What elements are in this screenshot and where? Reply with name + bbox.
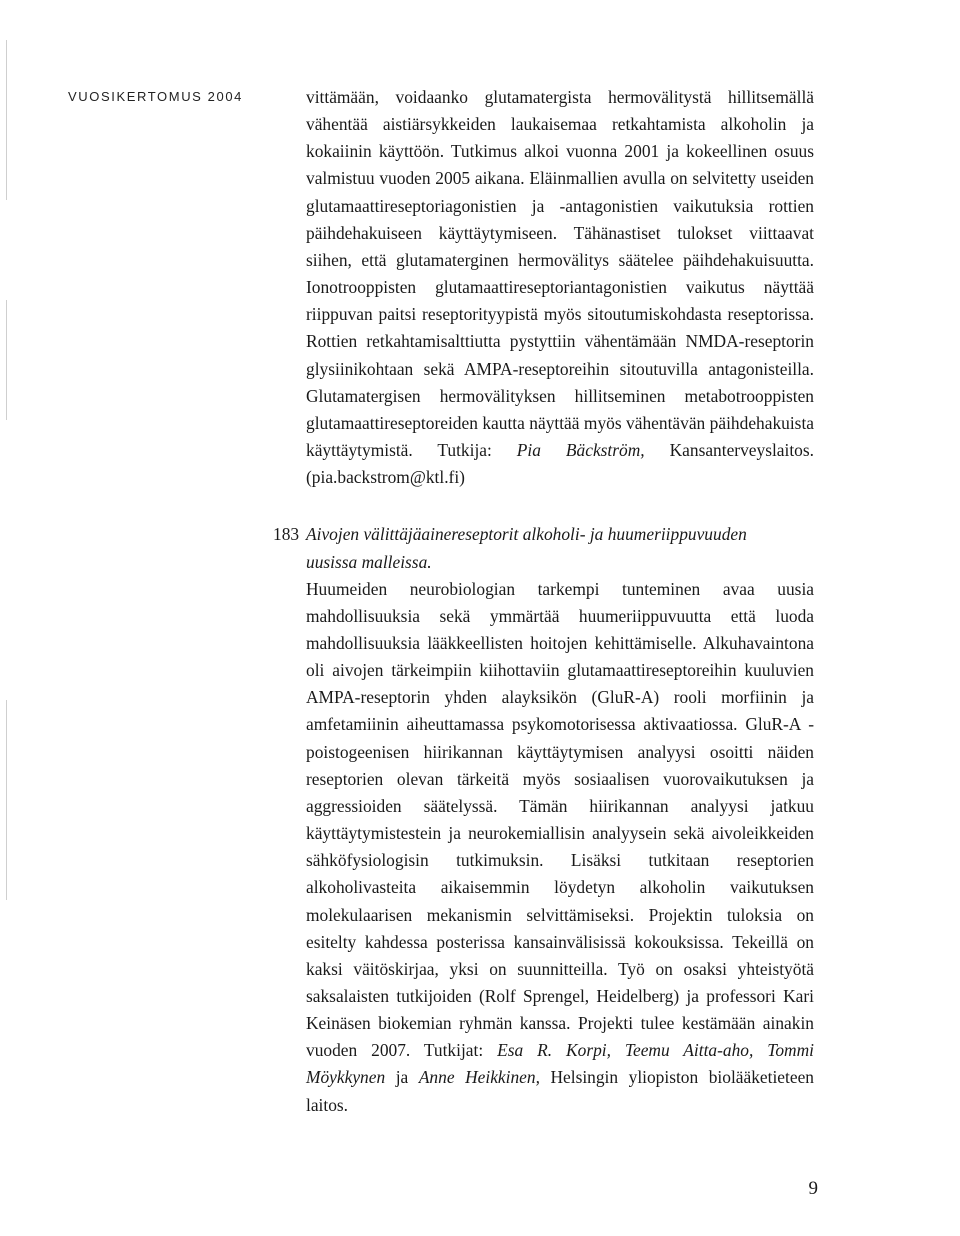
- scan-edge-mark: [6, 700, 7, 900]
- entry-title-line1: Aivojen välittäjäainereseptorit alkoholi- ja huumeriippuvuuden: [306, 524, 747, 545]
- author-affiliation: Kansanterveyslaitos. (pia.backstrom@ktl.fi): [306, 440, 814, 488]
- entry-title-line2: uusissa malleissa.: [306, 551, 432, 572]
- researcher-names: Esa R. Korpi, Teemu Aitta-aho, Tommi Möykkynen: [306, 1040, 814, 1088]
- continuation-text: vittämään, voidaanko glutamatergista hermovälitystä hillitsemällä vähentää aistiärsykkeiden laukaisemaa retkahtamista alkoholin ja kokaiinin käyttöön. Tutkimus alkoi vuonna 2001 ja kokeellinen osuus valmistuu vuoden 2005 aikana. Eläinmallien avulla on selvitetty useiden glutamaattireseptoriagonistien ja -antagonistien vaikutuksia rottien päihdehakuiseen käyttäytymiseen. Tähänastiset tulokset viittaavat siihen, että glutamaterginen hermovälitys säätelee päihdehakuisuutta. Ionotrooppisten glutamaattireseptoriantagonistien vaikutus näyttää riippuvan paitsi reseptorityypistä myös sitoutumiskohdasta reseptorissa. Rottien retkahtamisalttiutta pystyttiin vähentämään NMDA-reseptorin glysiinikohtaan sekä AMPA-reseptoreihin sitoutuvilla antagonisteilla. Glutamatergisen hermovälityksen hillitseminen metabotrooppisten glutamaattireseptoreiden kautta näyttää myös vähentävän päihdehakuista käyttäytymistä. Tutkija:: [306, 87, 814, 461]
- researcher-affiliation: Helsingin yliopiston biolääketieteen laitos.: [306, 1067, 814, 1115]
- entry-number: 183: [273, 524, 300, 545]
- entry-body-text: Huumeiden neurobiologian tarkempi tunteminen avaa uusia mahdollisuuksia sekä ymmärtää huumeriippuvuutta että luoda mahdollisuuksia lääkkeellisten hoitojen kehittämiselle. Alkuhavaintona oli aivojen tärkeimpiin kiihottaviin glutamaattireseptoreihin kuuluvien AMPA-reseptorin yhden alayksikön (GluR-A) rooli morfiinin ja amfetamiinin aiheuttamassa psykomotorisessa aktivaatiossa. GluR-A -poistogeenisen hiirikannan käyttäytymisen analyysi osoitti näiden reseptorien olevan tärkeitä myös sosiaalisen vuorovaikutuksen ja aggressioiden säätelyssä. Tämän hiirikannan analyysi jatkuu käyttäytymistestein ja neurokemiallisin analyysein sekä aivoleikkeiden sähköfysiologisin tutkimuksin. Lisäksi tutkitaan reseptorien alkoholivasteita aikaisemmin löydetyn alkoholin vaikutuksen molekulaarisen mekanismin selvittämiseksi. Projektin tuloksia on esitelty kahdessa posterissa kansainvälisissä kokouksissa. Tekeillä on kaksi väitöskirjaa, yksi on suunnitteilla. Työ on osaksi yhteistyötä saksalaisten tutkijoiden (Rolf Sprengel, Heidelberg) ja professori Kari Keinäsen biokemian ryhmän kanssa. Projekti tulee kestämään ainakin vuoden 2007. Tutkijat:: [306, 578, 814, 1061]
- scan-edge-mark: [6, 300, 7, 420]
- entry-body: [306, 576, 814, 1119]
- continuation-paragraph: [306, 84, 814, 491]
- running-header: VUOSIKERTOMUS 2004: [68, 89, 243, 104]
- last-researcher-name: Anne Heikkinen,: [418, 1067, 540, 1088]
- author-name: Pia Bäckström,: [516, 440, 645, 461]
- scan-edge-mark: [6, 40, 7, 200]
- conjunction: ja: [385, 1067, 419, 1088]
- page-number: 9: [808, 1178, 818, 1199]
- text-column: [273, 84, 814, 1119]
- entry-183: [273, 521, 814, 1118]
- entry-title: [306, 521, 814, 575]
